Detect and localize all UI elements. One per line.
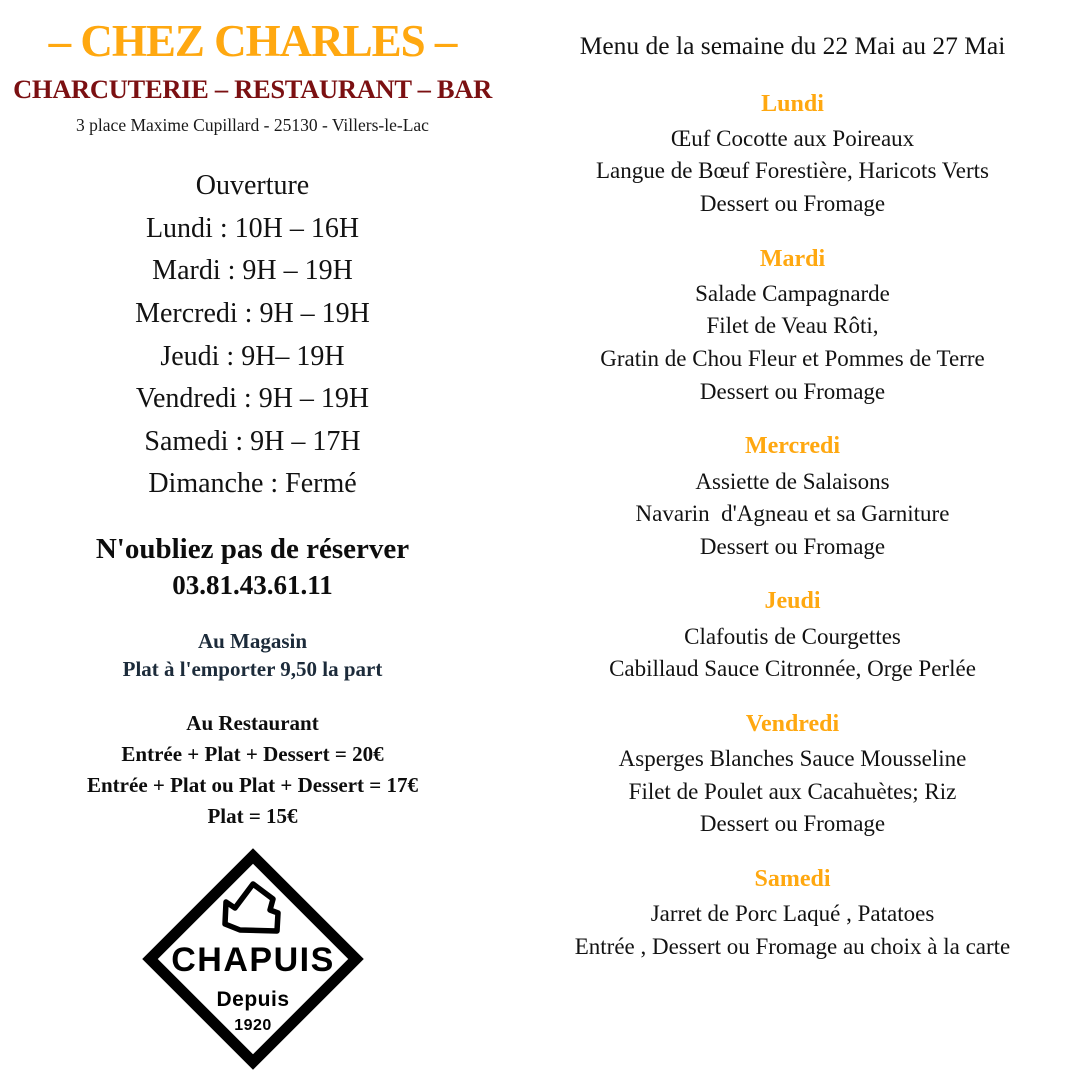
shop-pricing-block [0,628,505,683]
day-heading-mardi: Mardi [759,245,826,272]
dish-line: Jarret de Porc Laqué , Patatoes [650,901,935,927]
dish-line: Dessert ou Fromage [699,191,886,217]
hours-row-mardi: Mardi : 9H – 19H [152,255,353,287]
price-full-menu: Entrée + Plat + Dessert = 20€ [121,741,384,766]
menu-day-samedi [505,863,1080,963]
restaurant-pricing-block [0,708,505,832]
hours-row-samedi: Samedi : 9H – 17H [144,425,361,457]
opening-hours-heading: Ouverture [195,170,310,202]
menu-day-lundi [505,88,1080,221]
chapuis-logo [0,846,505,1072]
shop-heading: Au Magasin [197,629,308,654]
price-two-course-menu: Entrée + Plat ou Plat + Dessert = 17€ [87,772,418,797]
restaurant-info-column [0,0,505,1072]
dish-line: Dessert ou Fromage [699,533,886,559]
dish-line: Entrée , Dessert ou Fromage au choix à la carte [574,933,1011,959]
dish-line: Dessert ou Fromage [699,378,886,404]
hours-row-jeudi: Jeudi : 9H– 19H [160,340,345,372]
menu-day-mardi [505,243,1080,409]
weekly-menu-column [505,0,1080,963]
menu-day-vendredi [505,708,1080,841]
day-heading-mercredi: Mercredi [744,433,841,460]
chapuis-logo-svg [140,846,366,1072]
weekly-menu-title: Menu de la semaine du 22 Mai au 27 Mai [579,31,1006,60]
day-heading-jeudi: Jeudi [764,588,821,615]
dish-line: Navarin d'Agneau et sa Garniture [635,501,950,527]
day-heading-vendredi: Vendredi [745,710,840,737]
hours-row-vendredi: Vendredi : 9H – 19H [135,383,370,415]
day-heading-lundi: Lundi [761,90,824,117]
logo-since-label: Depuis [215,988,290,1012]
brand-subtitle: CHARCUTERIE – RESTAURANT – BAR [13,73,492,104]
opening-hours-block [0,165,505,505]
page-title: – CHEZ CHARLES – [48,16,457,66]
dish-line: Gratin de Chou Fleur et Pommes de Terre [600,346,985,372]
hours-row-dimanche: Dimanche : Fermé [148,468,357,500]
hours-row-lundi: Lundi : 10H – 16H [145,212,360,244]
dish-line: Cabillaud Sauce Citronnée, Orge Perlée [609,656,976,682]
menu-day-mercredi [505,430,1080,563]
brand-address: 3 place Maxime Cupillard - 25130 - Villers-le-Lac [76,115,429,136]
dish-line: Œuf Cocotte aux Poireaux [670,125,915,151]
dish-line: Langue de Bœuf Forestière, Haricots Verts [595,158,990,184]
reservation-block [0,531,505,603]
hours-row-mercredi: Mercredi : 9H – 19H [135,298,370,329]
chalet-house-icon [225,884,278,931]
dish-line: Filet de Poulet aux Cacahuètes; Riz [628,778,957,804]
menu-day-jeudi [505,585,1080,685]
restaurant-heading: Au Restaurant [186,710,319,735]
shop-takeaway-price: Plat à l'emporter 9,50 la part [122,657,383,682]
dish-line: Assiette de Salaisons [695,468,890,494]
dish-line: Dessert ou Fromage [699,811,886,837]
logo-brand-name: CHAPUIS [170,941,335,980]
dish-line: Filet de Veau Rôti, [706,313,879,339]
reservation-phone-number[interactable]: 03.81.43.61.11 [172,569,333,600]
reservation-prompt: N'oubliez pas de réserver [95,532,410,565]
price-main-only: Plat = 15€ [207,804,298,829]
dish-line: Clafoutis de Courgettes [684,623,901,649]
day-heading-samedi: Samedi [754,865,831,892]
dish-line: Salade Campagnarde [695,280,890,306]
dish-line: Asperges Blanches Sauce Mousseline [618,746,967,772]
logo-since-year: 1920 [233,1017,272,1035]
